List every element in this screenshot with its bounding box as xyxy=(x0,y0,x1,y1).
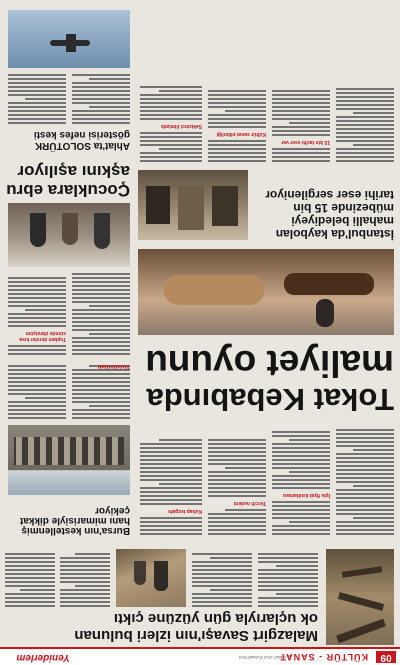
han-building-photo xyxy=(8,425,130,495)
istanbul-headline-line-2: mahalli belediyeyi xyxy=(291,214,394,228)
soloturk-headline xyxy=(6,129,130,150)
soloturk-text-1 xyxy=(72,72,130,124)
istanbul-headline-line-4: tarihi eser sergileniyor xyxy=(265,188,394,202)
arrowheads-photo xyxy=(326,549,394,645)
page-header xyxy=(0,647,400,665)
ebru-class-photo xyxy=(8,203,130,267)
article-istanbul xyxy=(136,4,394,240)
malazgirt-text-3 xyxy=(60,551,110,607)
bursa-text-2 xyxy=(8,363,66,419)
bursa-brand-mark: Yeniderlem xyxy=(97,363,130,369)
bursa-text-1 xyxy=(72,363,130,419)
soloturk-headline-line-1: Ahlat'ta SOLOTÜRK xyxy=(34,140,130,151)
ebru-text-1 xyxy=(72,271,130,355)
article-bursa xyxy=(4,360,130,535)
exhibition-photo xyxy=(138,170,248,240)
kebab-photo xyxy=(138,249,394,335)
malazgirt-text-4 xyxy=(5,551,55,607)
article-kebab xyxy=(136,245,394,535)
kebab-subhead-3: Kebap tezgahı xyxy=(168,508,202,514)
soloturk-headline-line-2: gösterisi nefes kesti xyxy=(33,129,130,140)
istanbul-subhead-2: Kültür sanat etkinliği xyxy=(216,131,266,137)
istanbul-headline-line-3: mübezinde 15 bin xyxy=(293,201,394,215)
page-number: 09 xyxy=(376,651,396,663)
malazgirt-text-1 xyxy=(258,551,318,607)
istanbul-subhead-3: Sekizinci ilimizde xyxy=(160,123,202,129)
istanbul-subhead-1: 15 bin tarihi eser var xyxy=(281,139,330,145)
issue-date: 2 ŞUBAT 2019 CUMARTESİ xyxy=(239,655,290,660)
istanbul-headline-line-1: İstanbul'da kaybolan xyxy=(275,227,394,241)
istanbul-text-2 xyxy=(272,88,330,162)
ebru-headline-line-2: aşkını aşılıyor xyxy=(17,162,130,181)
bursa-headline: Bursa'nın kestellenmiş hanı mimarisiyle dikkat çekiyor xyxy=(19,505,130,536)
excavation-photo xyxy=(116,549,186,607)
istanbul-headline xyxy=(254,189,394,240)
istanbul-text-4 xyxy=(140,84,202,162)
section-label: KÜLTÜR - SANAT xyxy=(279,652,368,662)
soloturk-text-2 xyxy=(8,72,66,124)
kebab-text-1 xyxy=(336,427,394,535)
kebab-headline-line-1: Tokat Kebabında xyxy=(146,382,394,417)
article-malazgirt xyxy=(0,542,400,647)
kebab-subhead-2: Tercih nedeni xyxy=(233,500,266,506)
kebab-headline-line-2: maliyet oyunu xyxy=(145,343,394,384)
ebru-headline xyxy=(6,163,130,199)
kebab-subhead-1: İşte fiyat kısıtlaması xyxy=(282,492,330,498)
ebru-text-2 xyxy=(8,275,66,355)
malazgirt-text-2 xyxy=(192,551,252,607)
kebab-text-2 xyxy=(272,429,330,535)
headline-line-2: ok uçlarıyla gün yüzüne çıktı xyxy=(113,610,318,627)
article-cocuklara xyxy=(4,155,130,355)
jet-sky-photo xyxy=(8,10,130,68)
kebab-text-4 xyxy=(140,437,202,535)
malazgirt-headline xyxy=(6,611,318,643)
istanbul-text-3 xyxy=(208,88,266,162)
headline-line-1: Malazgirt Savaşı'nın izleri bulunan xyxy=(74,627,318,644)
article-soloturk xyxy=(4,4,130,150)
kebab-text-3 xyxy=(208,437,266,535)
ebru-subhead: Toplam dersler kısa sürede dönüşüm xyxy=(19,330,66,342)
istanbul-text-1 xyxy=(336,86,394,162)
ebru-headline-line-1: Çocuklara ebru xyxy=(6,181,130,200)
brand-logo: Yeniderlem xyxy=(16,652,70,663)
kebab-headline xyxy=(136,345,394,415)
